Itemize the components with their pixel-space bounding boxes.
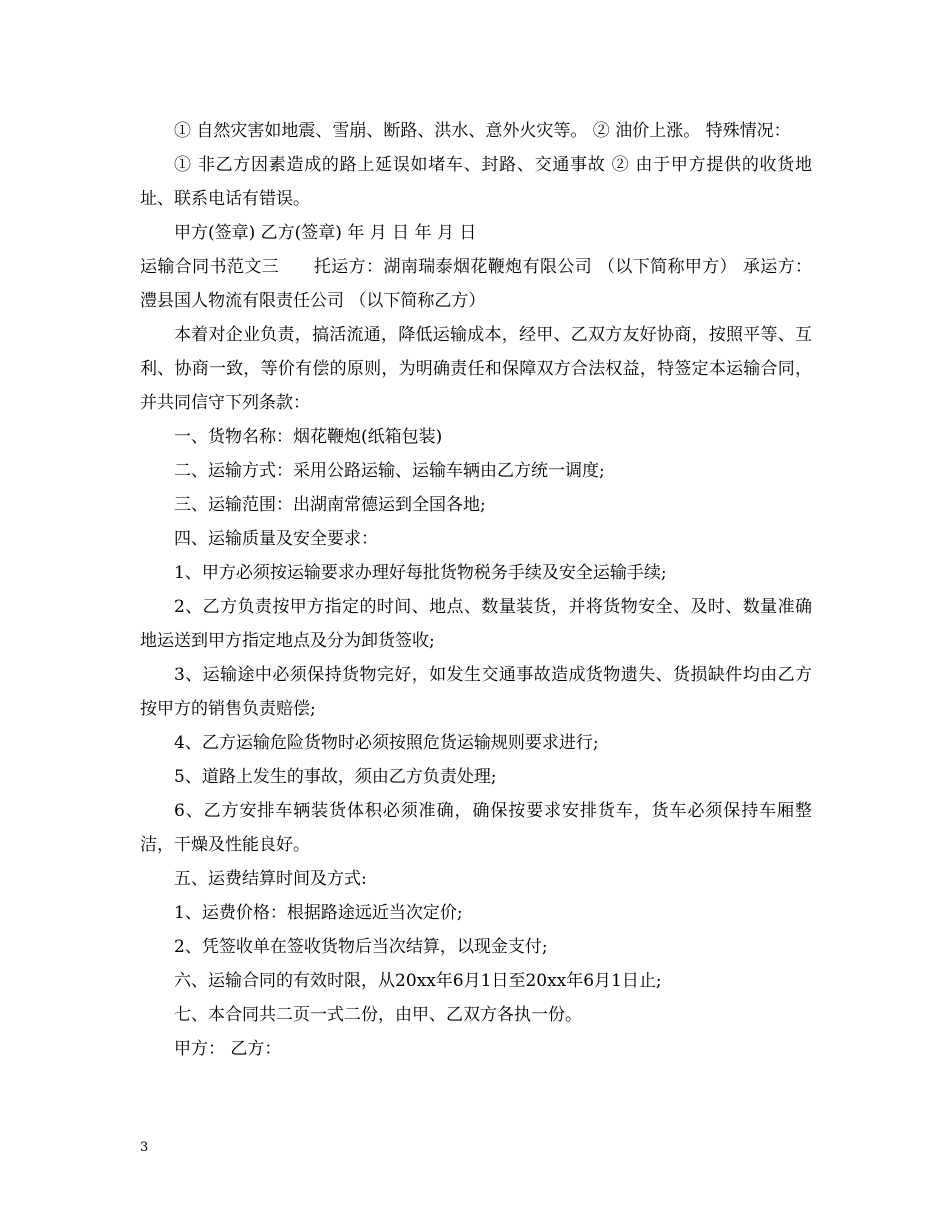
paragraph-clause-4-2: 2、乙方负责按甲方指定的时间、地点、数量装货，并将货物安全、及时、数量准确地运送到甲方指定地点及分为卸货签收; xyxy=(140,597,812,651)
paragraph-copies: 七、本合同共二页一式二份，由甲、乙双方各执一份。 xyxy=(174,1005,582,1025)
paragraph-validity-period: 六、运输合同的有效时限，从20xx年6月1日至20xx年6月1日止; xyxy=(174,971,662,991)
paragraph-clause-5-1: 1、运费价格：根据路途远近当次定价; xyxy=(174,903,463,923)
paragraph-party-signatures: 甲方： 乙方： xyxy=(174,1039,282,1059)
paragraph-signature-line: 甲方(签章) 乙方(签章) 年 月 日 年 月 日 xyxy=(174,223,477,243)
paragraph-special-cases: ① 非乙方因素造成的路上延误如堵车、封路、交通事故 ② 由于甲方提供的收货地址、联系电话有错误。 xyxy=(140,155,812,209)
paragraph-goods-name: 一、货物名称：烟花鞭炮(纸箱包装) xyxy=(174,427,443,447)
paragraph-clause-4-6: 6、乙方安排车辆装货体积必须准确，确保按要求安排货车，货车必须保持车厢整洁，干燥及性能良好。 xyxy=(140,801,812,855)
paragraph-transport-range: 三、运输范围：出湖南常德运到全国各地; xyxy=(174,495,486,515)
paragraph-clause-5-2: 2、凭签收单在签收货物后当次结算，以现金支付; xyxy=(174,937,548,957)
paragraph-clause-4-3: 3、运输途中必须保持货物完好，如发生交通事故造成货物遗失、货损缺件均由乙方按甲方的销售负责赔偿; xyxy=(140,665,812,719)
document-body xyxy=(140,114,812,1066)
paragraph-clause-4-5: 5、道路上发生的事故，须由乙方负责处理; xyxy=(174,767,497,787)
page-number: 3 xyxy=(140,1140,149,1155)
paragraph-force-majeure: ① 自然灾害如地震、雪崩、断路、洪水、意外火灾等。 ② 油价上涨。 特殊情况： xyxy=(174,121,791,141)
paragraph-settlement-heading: 五、运费结算时间及方式: xyxy=(174,869,367,889)
paragraph-clause-4-4: 4、乙方运输危险货物时必须按照危货运输规则要求进行; xyxy=(174,733,599,753)
paragraph-transport-mode: 二、运输方式：采用公路运输、运输车辆由乙方统一调度; xyxy=(174,461,605,481)
paragraph-quality-heading: 四、运输质量及安全要求： xyxy=(174,529,378,549)
paragraph-clause-4-1: 1、甲方必须按运输要求办理好每批货物税务手续及安全运输手续; xyxy=(174,563,667,583)
paragraph-contract-parties: 运输合同书范文三 托运方：湖南瑞泰烟花鞭炮有限公司 （以下简称甲方） 承运方：澧县国人物流有限责任公司 （以下简称乙方） xyxy=(140,257,812,311)
paragraph-preamble: 本着对企业负责，搞活流通，降低运输成本，经甲、乙双方友好协商，按照平等、互利、协商一致，等价有偿的原则，为明确责任和保障双方合法权益，特签定本运输合同，并共同信守下列条款： xyxy=(140,325,812,413)
